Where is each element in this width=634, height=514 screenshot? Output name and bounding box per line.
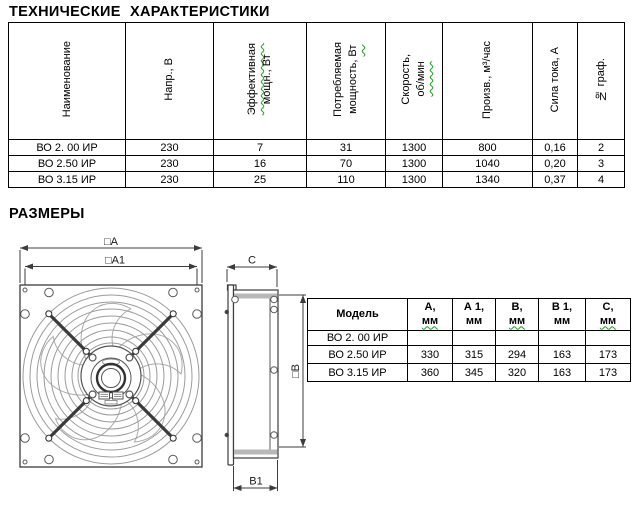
model-name-cell: ВО 2. 00 ИР [308,331,408,346]
spec-col-header-speed: Скорость, об/мин [386,23,443,140]
fan-hub [81,346,141,406]
spec-col-header-current: Сила тока, А [533,23,578,140]
dim-cell: 330 [408,346,453,364]
spec-row [9,156,625,172]
dim-a1-label: □A1 [104,254,126,267]
dim-row [308,364,631,382]
dim-b1-label: B1 [249,475,263,488]
dim-b-label: □B [290,364,302,378]
spec-row [9,140,625,156]
spec-cell: 2 [578,140,625,156]
spec-cell: 7 [214,140,307,156]
section-title-specs: ТЕХНИЧЕСКИЕ ХАРАКТЕРИСТИКИ [9,4,270,20]
side-body [225,285,278,465]
spec-col-header-voltage: Напр., В [126,23,214,140]
mounting-hole [169,288,178,297]
dim-col-header-b1: В 1, мм [539,299,586,331]
spec-cell: 70 [307,156,386,172]
flange-stud [225,433,229,437]
spec-col-header-graph-no: № граф. [578,23,625,140]
dim-row [308,346,631,364]
spec-cell: 1340 [443,172,533,188]
spec-cell: 0,16 [533,140,578,156]
mounting-hole [193,310,202,319]
dim-row [308,331,631,346]
dim-cell: 163 [539,364,586,382]
spec-cell: 1300 [386,172,443,188]
section-title-dimensions: РАЗМЕРЫ [9,206,85,222]
dim-c-label: C [248,254,256,267]
spec-col-header-power-consumption: Потребляемая мощность, Вт [307,23,386,140]
spec-cell: 25 [214,172,307,188]
spec-cell: 16 [214,156,307,172]
dim-col-header-a1: А 1, мм [453,299,496,331]
fan-front-view-drawing [12,236,212,476]
spec-cell: 3 [578,156,625,172]
spec-cell: 230 [126,172,214,188]
spec-cell: 230 [126,156,214,172]
spec-cell: 0,20 [533,156,578,172]
dim-a-label: □A [104,236,118,248]
model-name-cell: ВО 2.50 ИР [308,346,408,364]
mounting-hole [21,310,30,319]
dim-cell: 173 [586,364,631,382]
spec-cell: 800 [443,140,533,156]
dim-col-header-c: С, мм [586,299,631,331]
mounting-hole [169,455,178,464]
dim-cell: 345 [453,364,496,382]
dim-cell [539,331,586,346]
spec-cell: 1300 [386,140,443,156]
specs-header-row [9,23,625,140]
dimension-b1 [234,460,278,491]
dim-col-header-model: Модель [308,299,408,331]
spec-cell: 230 [126,140,214,156]
mounting-hole [45,455,54,464]
spec-row [9,172,625,188]
mounting-hole [193,434,202,443]
dim-cell [496,331,539,346]
dimension-a1 [25,255,197,289]
dim-cell [408,331,453,346]
dim-cell: 294 [496,346,539,364]
dim-col-header-a: А, мм [408,299,453,331]
model-name-cell: ВО 2. 00 ИР [9,140,126,156]
spec-cell: 4 [578,172,625,188]
dim-cell: 163 [539,346,586,364]
spec-cell: 0,37 [533,172,578,188]
flange-stud [225,310,229,314]
spec-cell: 31 [307,140,386,156]
dim-col-header-b: В, мм [496,299,539,331]
dim-cell [586,331,631,346]
fan-side-view-drawing [218,236,313,506]
mounting-hole [21,434,30,443]
specs-table [8,22,625,188]
dimensions-table [307,298,631,382]
dimension-c [227,255,277,288]
dim-cell: 320 [496,364,539,382]
spec-col-header-airflow: Произв., м³/час [443,23,533,140]
dim-cell: 173 [586,346,631,364]
dims-header-row [308,299,631,331]
spec-cell: 1300 [386,156,443,172]
dimension-b [279,295,306,447]
dim-cell: 360 [408,364,453,382]
spec-col-header-name: Наименование [9,23,126,140]
dim-cell [453,331,496,346]
model-name-cell: ВО 3.15 ИР [308,364,408,382]
dim-cell: 315 [453,346,496,364]
model-name-cell: ВО 3.15 ИР [9,172,126,188]
model-name-cell: ВО 2.50 ИР [9,156,126,172]
spec-cell: 110 [307,172,386,188]
spec-col-header-effective-power: Эффективная мощн., Вт [214,23,307,140]
spec-cell: 1040 [443,156,533,172]
mounting-hole [45,288,54,297]
